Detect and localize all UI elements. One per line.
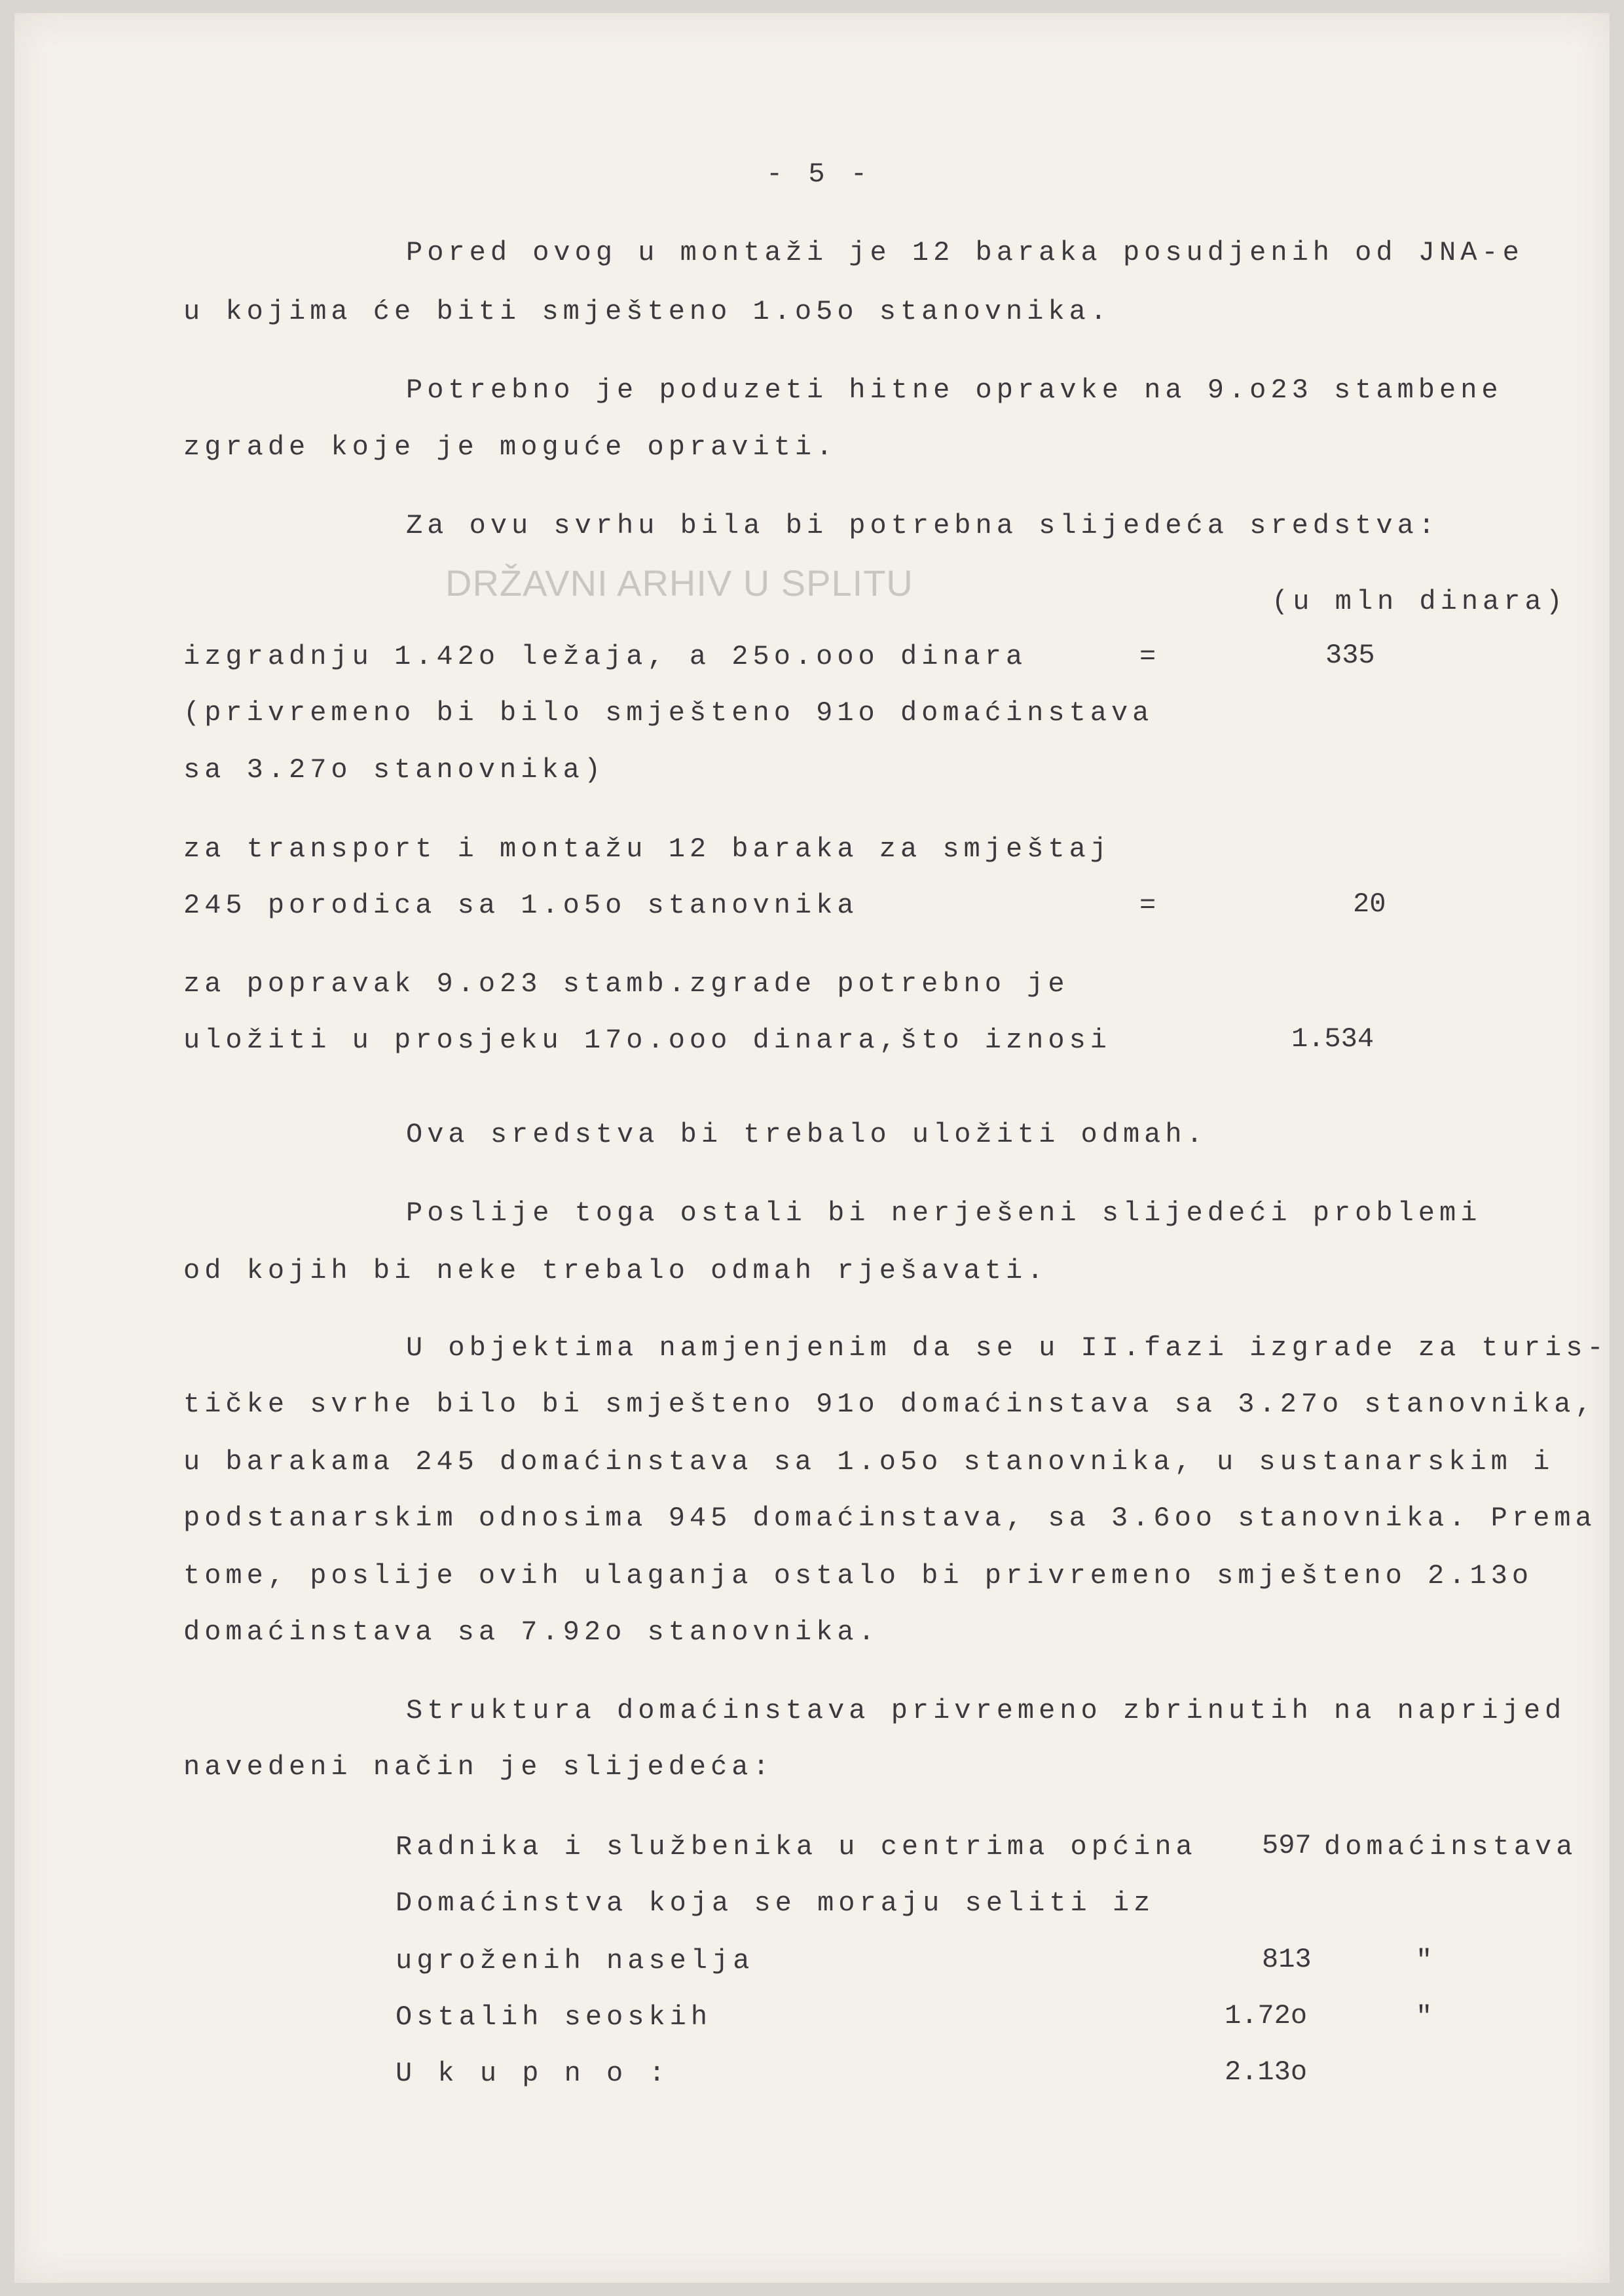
structure-value: 1.72o xyxy=(1225,2000,1308,2032)
paragraph-line: zgrade koje je moguće opraviti. xyxy=(183,431,838,463)
paragraph-line: tičke svrhe bilo bi smješteno 91o domaćinstava sa 3.27o stanovnika, xyxy=(183,1389,1596,1420)
document-page xyxy=(14,13,1610,2283)
cost-amount: 1.534 xyxy=(1291,1023,1375,1055)
archive-watermark: DRŽAVNI ARHIV U SPLITU xyxy=(445,562,913,604)
paragraph-line: U objektima namjenjenim da se u II.fazi izgrade za turis- xyxy=(406,1332,1608,1364)
paragraph-line: Potrebno je poduzeti hitne opravke na 9.o23 stambene xyxy=(406,374,1503,406)
paragraph-line: u barakama 245 domaćinstava sa 1.o5o stanovnika, u sustanarskim i xyxy=(183,1446,1555,1478)
paragraph-line: Ova sredstva bi trebalo uložiti odmah. xyxy=(406,1119,1208,1150)
structure-label: Domaćinstva koja se moraju seliti iz xyxy=(396,1887,1155,1919)
paragraph-line: domaćinstava sa 7.92o stanovnika. xyxy=(183,1616,879,1648)
structure-total-value: 2.13o xyxy=(1225,2056,1308,2088)
cost-line: izgradnju 1.42o ležaja, a 25o.ooo dinara xyxy=(183,641,1027,672)
paragraph-line: tome, poslije ovih ulaganja ostalo bi privremeno smješteno 2.13o xyxy=(183,1560,1534,1592)
cost-line: za popravak 9.o23 stamb.zgrade potrebno je xyxy=(183,968,1069,1000)
structure-label: ugroženih naselja xyxy=(396,1945,754,1977)
structure-label: Radnika i službenika u centrima općina xyxy=(396,1831,1197,1863)
paragraph-line: od kojih bi neke trebalo odmah rješavati. xyxy=(183,1255,1048,1286)
cost-line: (privremeno bi bilo smješteno 91o domaćinstava xyxy=(183,697,1154,729)
cost-equals: = xyxy=(1139,890,1161,921)
cost-amount: 335 xyxy=(1325,640,1375,671)
cost-line: uložiti u prosjeku 17o.ooo dinara,što iznosi xyxy=(183,1025,1111,1056)
paragraph-line: Poslije toga ostali bi nerješeni slijedeći problemi xyxy=(406,1197,1482,1229)
paragraph-line: Pored ovog u montaži je 12 baraka posudjenih od JNA-e xyxy=(406,237,1524,268)
structure-unit: " xyxy=(1416,2001,1437,2033)
structure-value: 597 xyxy=(1262,1830,1312,1861)
structure-value: 813 xyxy=(1262,1944,1312,1975)
structure-total-label: U k u p n o : xyxy=(396,2058,670,2089)
structure-label: Ostalih seoskih xyxy=(396,2001,712,2033)
paragraph-line: navedeni način je slijedeća: xyxy=(183,1751,774,1783)
cost-amount: 20 xyxy=(1353,888,1386,920)
paragraph-line: Za ovu svrhu bila bi potrebna slijedeća sredstva: xyxy=(406,510,1440,541)
structure-unit: domaćinstava xyxy=(1324,1831,1578,1863)
cost-equals: = xyxy=(1139,641,1161,672)
unit-label: (u mln dinara) xyxy=(1272,586,1567,617)
cost-line: 245 porodica sa 1.o5o stanovnika xyxy=(183,890,858,921)
paragraph-line: Struktura domaćinstava privremeno zbrinutih na naprijed xyxy=(406,1695,1566,1726)
paragraph-line: podstanarskim odnosima 945 domaćinstava, sa 3.6oo stanovnika. Prema xyxy=(183,1503,1596,1534)
paragraph-line: u kojima će biti smješteno 1.o5o stanovnika. xyxy=(183,296,1111,327)
structure-unit: " xyxy=(1416,1945,1437,1977)
cost-line: sa 3.27o stanovnika) xyxy=(183,754,606,786)
cost-line: za transport i montažu 12 baraka za smještaj xyxy=(183,833,1111,865)
page-number: - 5 - xyxy=(766,158,872,190)
